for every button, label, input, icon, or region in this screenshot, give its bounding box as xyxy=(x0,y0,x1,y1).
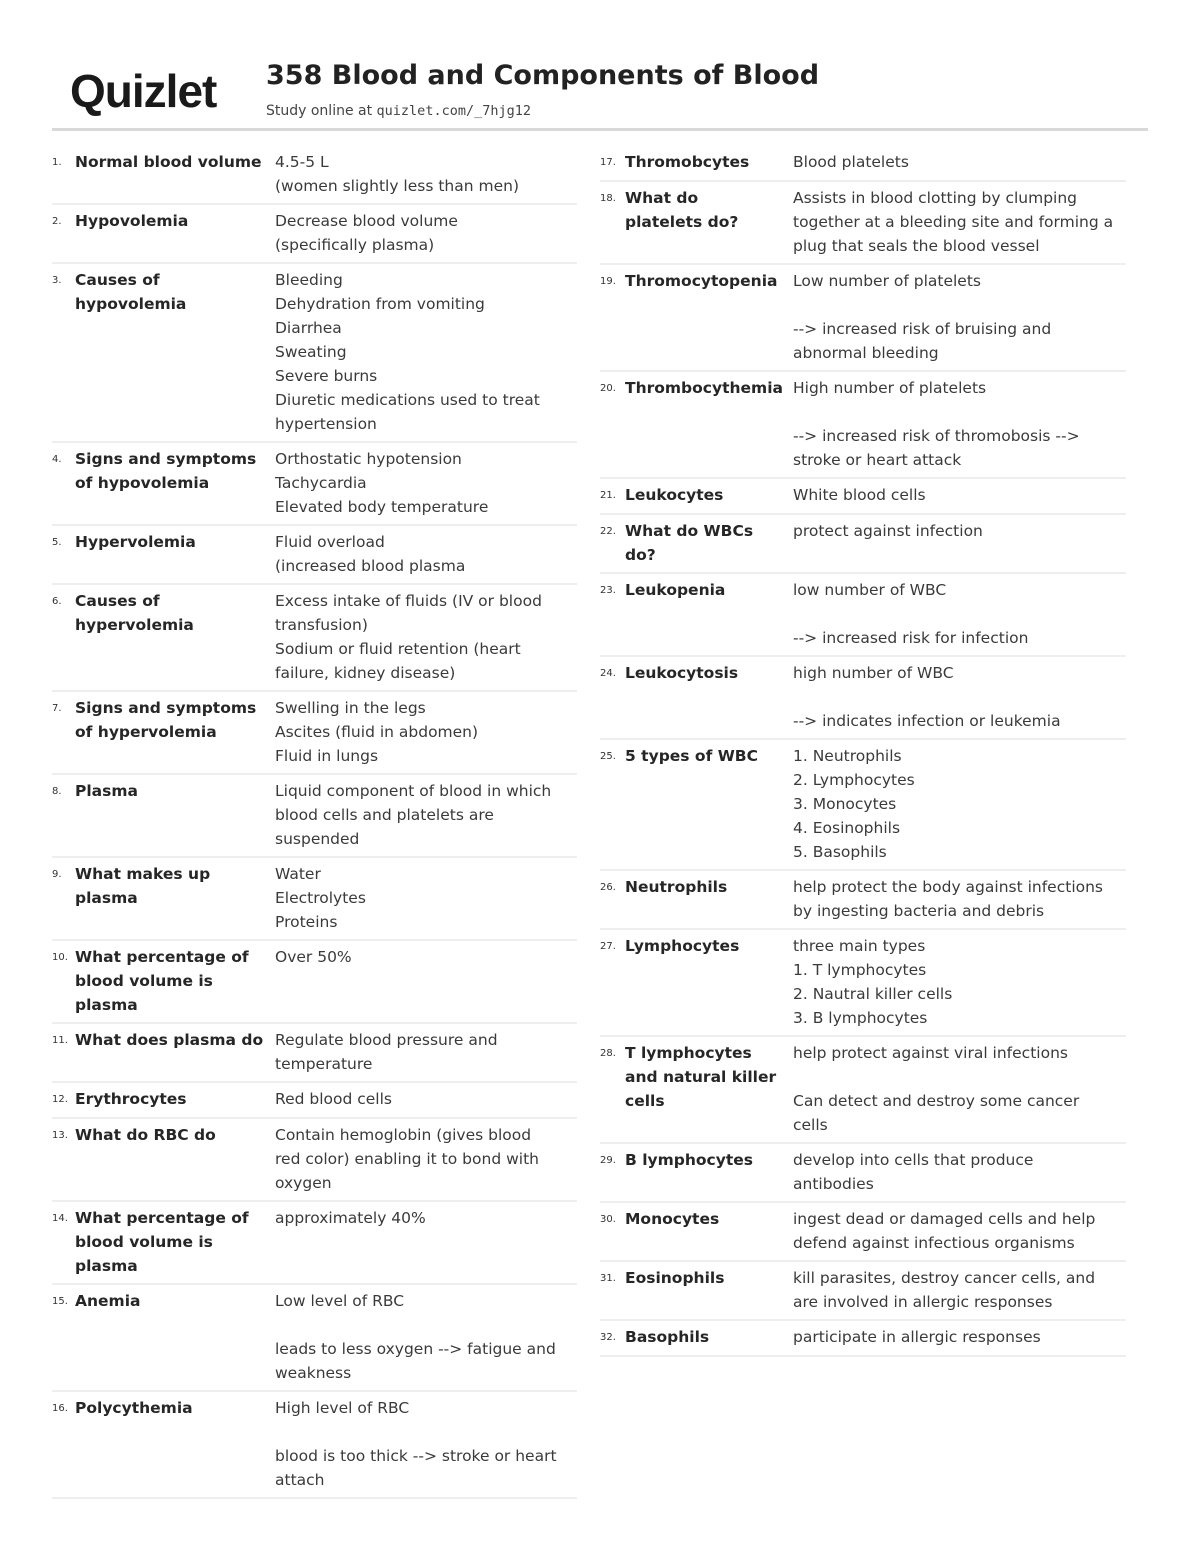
card-term: What makes up plasma xyxy=(75,865,211,907)
card-number: 27. xyxy=(600,941,616,952)
study-online-label: Study online at xyxy=(266,103,377,119)
card-term: Leukocytosis xyxy=(625,664,739,682)
card-number: 17. xyxy=(600,157,616,168)
card-term: Signs and symptoms of hypovolemia xyxy=(75,450,257,492)
flashcard-row xyxy=(600,871,1126,930)
flashcard-column-right xyxy=(600,146,1126,1357)
card-term: Polycythemia xyxy=(75,1399,193,1417)
card-definition: Regulate blood pressure and temperature xyxy=(275,1031,498,1073)
card-number: 6. xyxy=(52,596,62,607)
card-definition: three main types 1. T lymphocytes 2. Nautral killer cells 3. B lymphocytes xyxy=(793,937,953,1027)
card-definition: develop into cells that produce antibodies xyxy=(793,1151,1034,1193)
card-definition: High level of RBC blood is too thick --> stroke or heart attach xyxy=(275,1399,557,1489)
card-term: Thromobcytes xyxy=(625,153,750,171)
card-term: Neutrophils xyxy=(625,878,728,896)
card-number: 21. xyxy=(600,490,616,501)
flashcard-column-left xyxy=(52,146,577,1499)
flashcard-row xyxy=(52,1083,577,1119)
card-number: 8. xyxy=(52,786,62,797)
flashcard-row xyxy=(52,692,577,775)
flashcard-row xyxy=(52,1119,577,1202)
flashcard-row xyxy=(600,515,1126,574)
card-definition: approximately 40% xyxy=(275,1209,426,1227)
flashcard-row xyxy=(52,443,577,526)
flashcard-row xyxy=(52,1285,577,1392)
card-term: Basophils xyxy=(625,1328,710,1346)
card-definition: protect against infection xyxy=(793,522,983,540)
card-definition: Orthostatic hypotension Tachycardia Elevated body temperature xyxy=(275,450,489,516)
flashcard-row xyxy=(52,941,577,1024)
card-term: Hypervolemia xyxy=(75,533,196,551)
card-definition: kill parasites, destroy cancer cells, and are involved in allergic responses xyxy=(793,1269,1096,1311)
study-url-link[interactable]: quizlet.com/_7hjg12 xyxy=(376,103,531,119)
card-term: Causes of hypovolemia xyxy=(75,271,187,313)
card-number: 11. xyxy=(52,1035,68,1046)
flashcard-row xyxy=(52,205,577,264)
quizlet-logo: Quizlet xyxy=(70,65,217,117)
card-term: Monocytes xyxy=(625,1210,720,1228)
card-definition: Excess intake of fluids (IV or blood transfusion) Sodium or fluid retention (heart failure, kidney disease) xyxy=(275,592,542,682)
card-number: 23. xyxy=(600,585,616,596)
card-number: 31. xyxy=(600,1273,616,1284)
card-term: What does plasma do xyxy=(75,1031,264,1049)
flashcard-row xyxy=(52,146,577,205)
card-definition: help protect against viral infections Can detect and destroy some cancer cells xyxy=(793,1044,1080,1134)
card-definition: Over 50% xyxy=(275,948,352,966)
card-definition: High number of platelets --> increased risk of thromobosis --> stroke or heart attack xyxy=(793,379,1080,469)
header-divider xyxy=(52,128,1148,131)
card-number: 32. xyxy=(600,1332,616,1343)
card-number: 10. xyxy=(52,952,68,963)
flashcard-row xyxy=(52,1202,577,1285)
flashcard-row xyxy=(600,1203,1126,1262)
flashcard-row xyxy=(600,1262,1126,1321)
card-term: What do RBC do xyxy=(75,1126,216,1144)
card-term: Erythrocytes xyxy=(75,1090,187,1108)
card-term: Anemia xyxy=(75,1292,141,1310)
card-term: Signs and symptoms of hypervolemia xyxy=(75,699,257,741)
flashcard-row xyxy=(600,1144,1126,1203)
card-definition: Blood platelets xyxy=(793,153,909,171)
card-number: 1. xyxy=(52,157,62,168)
flashcard-row xyxy=(600,265,1126,372)
card-number: 29. xyxy=(600,1155,616,1166)
card-term: Eosinophils xyxy=(625,1269,725,1287)
card-definition: Low number of platelets --> increased risk of bruising and abnormal bleeding xyxy=(793,272,1052,362)
flashcard-row xyxy=(600,372,1126,479)
card-definition: 4.5-5 L (women slightly less than men) xyxy=(275,153,520,195)
card-number: 2. xyxy=(52,216,62,227)
flashcard-row xyxy=(52,858,577,941)
card-term: 5 types of WBC xyxy=(625,747,758,765)
card-number: 28. xyxy=(600,1048,616,1059)
card-term: Lymphocytes xyxy=(625,937,740,955)
card-definition: White blood cells xyxy=(793,486,926,504)
card-number: 25. xyxy=(600,751,616,762)
card-number: 30. xyxy=(600,1214,616,1225)
card-term: Thrombocythemia xyxy=(625,379,783,397)
card-definition: low number of WBC --> increased risk for infection xyxy=(793,581,1029,647)
card-number: 24. xyxy=(600,668,616,679)
card-definition: Contain hemoglobin (gives blood red color) enabling it to bond with oxygen xyxy=(275,1126,539,1192)
flashcard-row xyxy=(600,1037,1126,1144)
card-definition: Red blood cells xyxy=(275,1090,392,1108)
card-definition: Liquid component of blood in which blood cells and platelets are suspended xyxy=(275,782,552,848)
card-definition: high number of WBC --> indicates infection or leukemia xyxy=(793,664,1061,730)
card-definition: ingest dead or damaged cells and help defend against infectious organisms xyxy=(793,1210,1096,1252)
flashcard-row xyxy=(600,574,1126,657)
page-header xyxy=(52,56,1148,128)
flashcard-row xyxy=(600,740,1126,871)
card-term: Hypovolemia xyxy=(75,212,189,230)
card-term: Thromocytopenia xyxy=(625,272,778,290)
card-definition: help protect the body against infections by ingesting bacteria and debris xyxy=(793,878,1104,920)
card-definition: participate in allergic responses xyxy=(793,1328,1041,1346)
flashcard-row xyxy=(52,526,577,585)
card-definition: Assists in blood clotting by clumping together at a bleeding site and forming a plug that seals the blood vessel xyxy=(793,189,1114,255)
card-number: 20. xyxy=(600,383,616,394)
flashcard-row xyxy=(600,1321,1126,1357)
card-term: T lymphocytes and natural killer cells xyxy=(625,1044,777,1110)
card-term: B lymphocytes xyxy=(625,1151,753,1169)
page-title: 358 Blood and Components of Blood xyxy=(266,60,820,91)
card-number: 3. xyxy=(52,275,62,286)
card-number: 12. xyxy=(52,1094,68,1105)
card-number: 16. xyxy=(52,1403,68,1414)
card-term: What do WBCs do? xyxy=(625,522,754,564)
card-number: 14. xyxy=(52,1213,68,1224)
card-definition: Fluid overload (increased blood plasma xyxy=(275,533,466,575)
card-term: Plasma xyxy=(75,782,138,800)
card-term: Leukocytes xyxy=(625,486,724,504)
card-term: Leukopenia xyxy=(625,581,726,599)
study-online-line xyxy=(266,102,531,120)
flashcard-row xyxy=(600,146,1126,182)
card-term: Causes of hypervolemia xyxy=(75,592,194,634)
card-definition: Water Electrolytes Proteins xyxy=(275,865,366,931)
card-definition: Bleeding Dehydration from vomiting Diarrhea Sweating Severe burns Diuretic medications used to treat hypertension xyxy=(275,271,540,433)
card-definition: Swelling in the legs Ascites (fluid in abdomen) Fluid in lungs xyxy=(275,699,479,765)
card-definition: Decrease blood volume (specifically plasma) xyxy=(275,212,458,254)
flashcard-row xyxy=(600,182,1126,265)
card-term: Normal blood volume xyxy=(75,153,262,171)
card-definition: Low level of RBC leads to less oxygen --> fatigue and weakness xyxy=(275,1292,556,1382)
card-number: 4. xyxy=(52,454,62,465)
flashcard-row xyxy=(52,1392,577,1499)
flashcard-row xyxy=(52,585,577,692)
card-number: 18. xyxy=(600,193,616,204)
card-number: 15. xyxy=(52,1296,68,1307)
card-number: 9. xyxy=(52,869,62,880)
card-number: 22. xyxy=(600,526,616,537)
card-number: 26. xyxy=(600,882,616,893)
flashcard-row xyxy=(52,1024,577,1083)
flashcard-row xyxy=(52,775,577,858)
flashcard-row xyxy=(52,264,577,443)
card-number: 13. xyxy=(52,1130,68,1141)
flashcard-row xyxy=(600,479,1126,515)
card-number: 5. xyxy=(52,537,62,548)
flashcard-row xyxy=(600,657,1126,740)
card-number: 19. xyxy=(600,276,616,287)
card-definition: 1. Neutrophils 2. Lymphocytes 3. Monocytes 4. Eosinophils 5. Basophils xyxy=(793,747,915,861)
card-term: What percentage of blood volume is plasma xyxy=(75,948,249,1014)
card-term: What percentage of blood volume is plasma xyxy=(75,1209,249,1275)
card-term: What do platelets do? xyxy=(625,189,739,231)
card-number: 7. xyxy=(52,703,62,714)
flashcard-row xyxy=(600,930,1126,1037)
